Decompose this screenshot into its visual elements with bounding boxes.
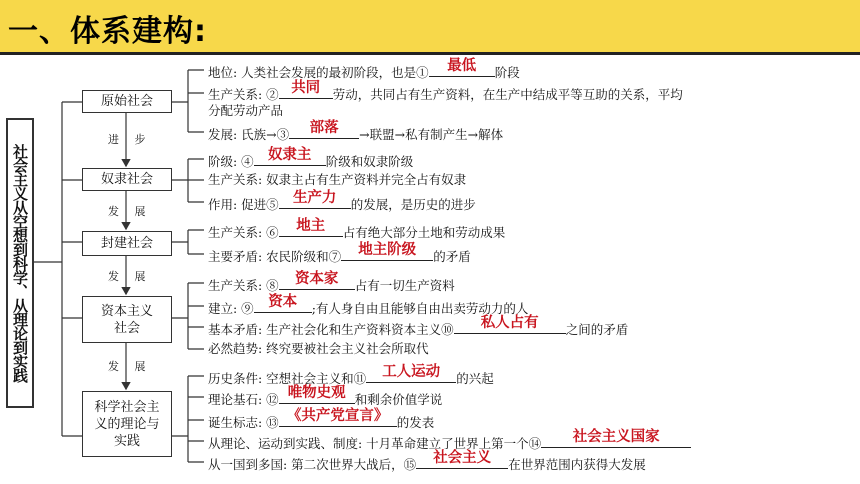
leaf-status: 地位: 人类社会发展的最初阶段，也是① 最低 阶段 <box>208 58 520 80</box>
leaf-main-contradiction: 主要矛盾: 农民阶级和⑦ 地主阶级 的矛盾 <box>208 242 471 264</box>
answer-14: 社会主义国家 <box>572 429 660 445</box>
leaf-establishment: 建立: ⑨ 资本 ;有人身自由且能够自由出卖劳动力的人 <box>208 294 529 316</box>
leaf-relations-slave: 生产关系: 奴隶主占有生产资料并完全占有奴隶 <box>208 172 467 187</box>
root-topic: 社会主义从空想到科学、从理论到实践 <box>6 118 34 408</box>
answer-6: 地主 <box>296 218 326 234</box>
leaf-class: 阶级: ④ 奴隶主 阶级和奴隶阶级 <box>208 147 414 169</box>
arrow-label-development: 发 展 <box>108 360 152 373</box>
leaf-theory-to-practice: 从理论、运动到实践、制度: 十月革命建立了世界上第一个⑭ 社会主义国家 <box>208 433 691 452</box>
leaf-relations-feudal: 生产关系: ⑥ 地主 占有绝大部分土地和劳动成果 <box>208 218 506 240</box>
stage-primitive: 原始社会 <box>82 90 172 113</box>
leaf-historical-conditions: 历史条件: 空想社会主义和⑪ 工人运动 的兴起 <box>208 364 494 386</box>
arrow-label-development: 发 展 <box>108 270 152 283</box>
leaf-relations-primitive: 生产关系: ② 共同 劳动，共同占有生产资料，在生产中结成平等互助的关系，平均 分配劳动产品 <box>208 80 683 118</box>
leaf-trend: 必然趋势: 终究要被社会主义社会所取代 <box>208 341 429 356</box>
stage-capitalist: 资本主义社会 <box>82 296 172 343</box>
stage-scientific-socialism: 科学社会主义的理论与实践 <box>82 391 172 457</box>
answer-12: 唯物史观 <box>287 385 346 401</box>
leaf-development: 发展: 氏族→③ 部落 →联盟→私有制产生→解体 <box>208 120 504 142</box>
answer-4: 奴隶主 <box>267 147 312 163</box>
answer-8: 资本家 <box>294 271 339 287</box>
answer-1: 最低 <box>447 58 477 74</box>
leaf-basic-contradiction: 基本矛盾: 生产社会化和生产资料资本主义⑩ 私人占有 之间的矛盾 <box>208 315 629 337</box>
answer-9: 资本 <box>268 294 298 310</box>
answer-15: 社会主义 <box>433 450 492 466</box>
answer-5: 生产力 <box>292 190 337 206</box>
arrow-label-progress: 进 步 <box>108 133 152 146</box>
leaf-one-to-many: 从一国到多国: 第二次世界大战后，⑮ 社会主义 在世界范围内获得大发展 <box>208 450 646 472</box>
arrow-label-development: 发 展 <box>108 205 152 218</box>
answer-13: 《共产党宣言》 <box>286 408 389 424</box>
answer-7: 地主阶级 <box>358 242 417 258</box>
answer-2: 共同 <box>291 80 321 96</box>
answer-11: 工人运动 <box>382 364 441 380</box>
stage-feudal: 封建社会 <box>82 231 172 256</box>
leaf-function: 作用: 促进⑤ 生产力 的发展，是历史的进步 <box>208 190 476 212</box>
stage-slave: 奴隶社会 <box>82 168 172 191</box>
answer-3: 部落 <box>309 120 339 136</box>
leaf-birth-mark: 诞生标志: ⑬ 《共产党宣言》 的发表 <box>208 408 435 430</box>
leaf-relations-capitalist: 生产关系: ⑧ 资本家 占有一切生产资料 <box>208 271 455 293</box>
page-title: 一、体系建构: <box>8 14 207 49</box>
answer-10: 私人占有 <box>480 315 539 331</box>
leaf-theoretical-foundation: 理论基石: ⑫ 唯物史观 和剩余价值学说 <box>208 385 443 407</box>
